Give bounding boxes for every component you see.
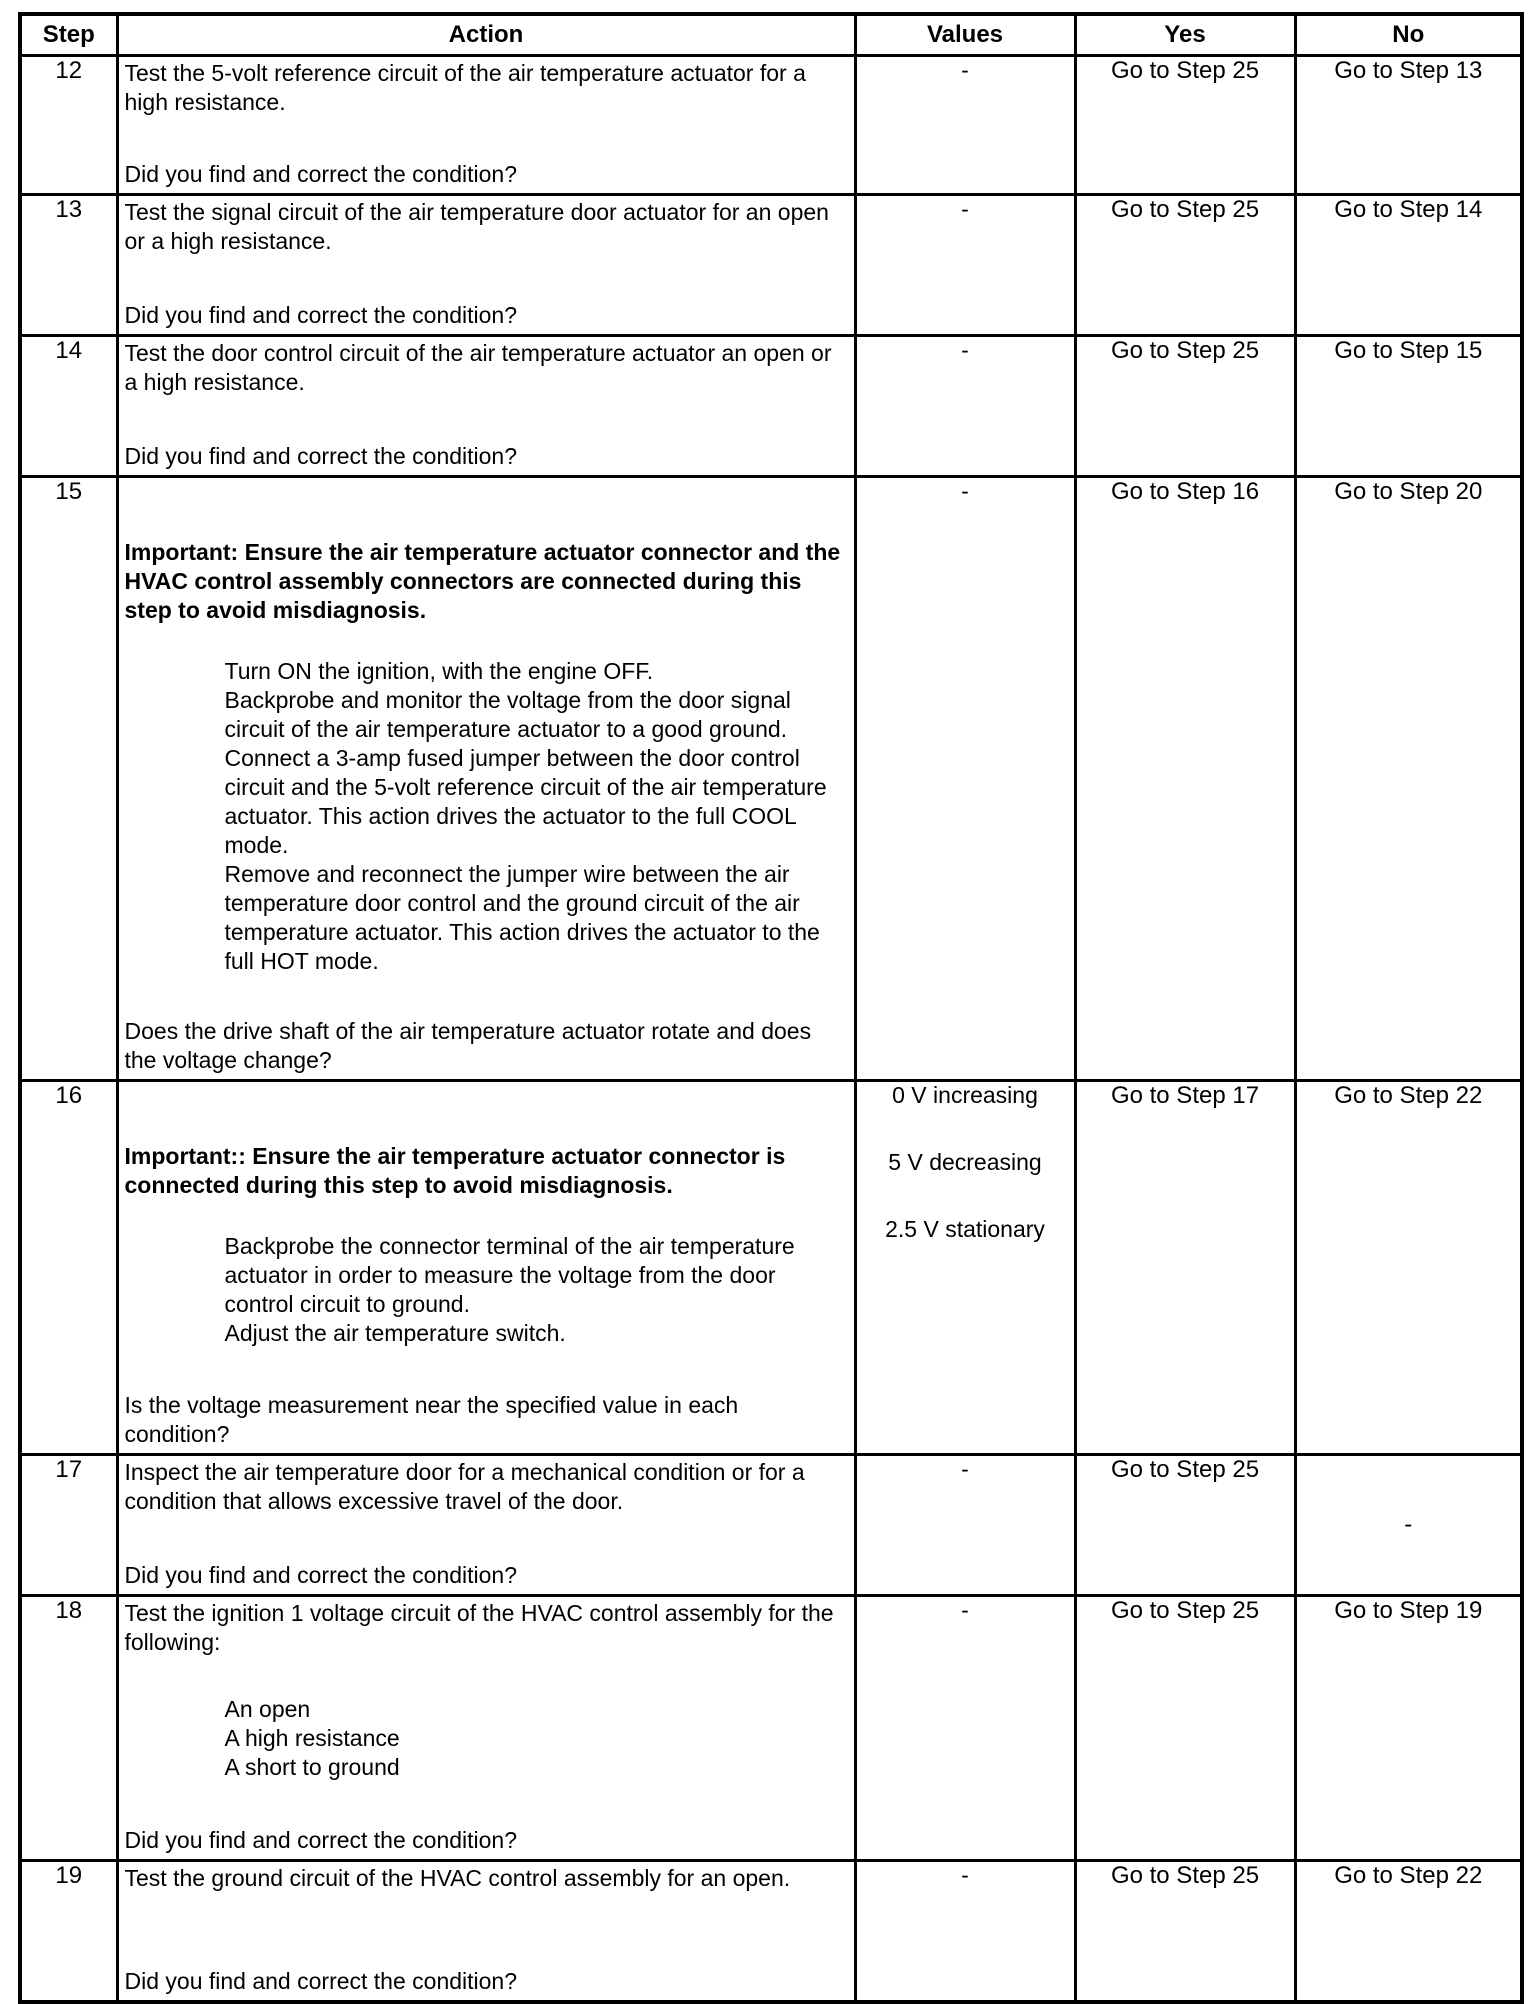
no-cell: Go to Step 13 — [1295, 56, 1522, 195]
action-text: Test the signal circuit of the air temperature door actuator for an open or a high resistance. — [124, 199, 829, 254]
table-row — [20, 1455, 1522, 1596]
action-cell — [117, 1861, 855, 2003]
instruction-item: Remove and reconnect the jumper wire between the air temperature door control and the ground circuit of the air temperature actuator. This action drives the actuator to the full HOT mode. — [224, 861, 820, 974]
yes-cell: Go to Step 25 — [1075, 336, 1295, 477]
action-cell — [117, 56, 855, 195]
no-cell: Go to Step 22 — [1295, 1081, 1522, 1455]
header-values: Values — [855, 14, 1075, 56]
instruction-item: A short to ground — [224, 1754, 400, 1780]
instruction-list — [125, 657, 846, 976]
action-text: Test the ground circuit of the HVAC control assembly for an open. — [124, 1865, 791, 1891]
action-question: Did you find and correct the condition? — [124, 443, 518, 469]
no-cell: - — [1295, 1455, 1522, 1596]
action-cell — [117, 1455, 855, 1596]
values-cell: - — [855, 336, 1075, 477]
diagnostic-table — [18, 12, 1524, 2004]
action-question: Did you find and correct the condition? — [124, 302, 518, 328]
instruction-item: An open — [224, 1696, 311, 1722]
values-cell: - — [855, 195, 1075, 336]
action-cell — [117, 1596, 855, 1861]
table-row — [20, 56, 1522, 195]
table-row — [20, 1861, 1522, 2003]
header-row — [20, 14, 1522, 56]
step-number: 17 — [20, 1455, 117, 1596]
values-cell: - — [855, 1596, 1075, 1861]
yes-cell: Go to Step 25 — [1075, 1861, 1295, 2003]
action-question: Did you find and correct the condition? — [124, 1827, 518, 1853]
no-cell: Go to Step 20 — [1295, 477, 1522, 1081]
header-yes: Yes — [1075, 14, 1295, 56]
action-question: Did you find and correct the condition? — [124, 1562, 518, 1588]
important-note: Important: Ensure the air temperature actuator connector and the HVAC control assembly connectors are connected during this step to avoid misdiagnosis. — [124, 539, 841, 623]
yes-cell: Go to Step 25 — [1075, 56, 1295, 195]
no-cell: Go to Step 14 — [1295, 195, 1522, 336]
action-question: Did you find and correct the condition? — [124, 1968, 518, 1994]
no-cell: Go to Step 22 — [1295, 1861, 1522, 2003]
table-row — [20, 477, 1522, 1081]
action-cell — [117, 477, 855, 1081]
values-cell: - — [855, 56, 1075, 195]
important-note: Important:: Ensure the air temperature actuator connector is connected during this step to avoid misdiagnosis. — [124, 1143, 786, 1198]
action-text: Test the ignition 1 voltage circuit of the HVAC control assembly for the following: — [124, 1600, 834, 1655]
values-cell: - — [855, 477, 1075, 1081]
values-list — [857, 1082, 1074, 1243]
yes-cell: Go to Step 17 — [1075, 1081, 1295, 1455]
instruction-item: A high resistance — [224, 1725, 400, 1751]
yes-cell: Go to Step 25 — [1075, 1455, 1295, 1596]
instruction-list — [125, 1232, 846, 1348]
action-text: Test the 5-volt reference circuit of the air temperature actuator for a high resistance. — [124, 60, 806, 115]
values-cell: - — [855, 1455, 1075, 1596]
instruction-item: Backprobe the connector terminal of the air temperature actuator in order to measure the voltage from the door control circuit to ground. — [224, 1233, 795, 1317]
header-no: No — [1295, 14, 1522, 56]
step-number: 13 — [20, 195, 117, 336]
step-number: 18 — [20, 1596, 117, 1861]
table-row — [20, 336, 1522, 477]
instruction-list — [125, 1695, 846, 1782]
step-number: 19 — [20, 1861, 117, 2003]
header-step: Step — [20, 14, 117, 56]
value-item: 5 V decreasing — [888, 1149, 1042, 1175]
step-number: 14 — [20, 336, 117, 477]
action-text: Inspect the air temperature door for a mechanical condition or for a condition that allows excessive travel of the door. — [124, 1459, 805, 1514]
table-row — [20, 195, 1522, 336]
step-number: 15 — [20, 477, 117, 1081]
action-text: Test the door control circuit of the air temperature actuator an open or a high resistance. — [124, 340, 832, 395]
instruction-item: Connect a 3-amp fused jumper between the door control circuit and the 5-volt reference circuit of the air temperature actuator. This action drives the actuator to the full COOL mode. — [224, 745, 827, 858]
value-item: 2.5 V stationary — [885, 1216, 1045, 1242]
action-cell — [117, 336, 855, 477]
no-cell: Go to Step 19 — [1295, 1596, 1522, 1861]
instruction-item: Turn ON the ignition, with the engine OFF. — [224, 658, 654, 684]
table-row — [20, 1081, 1522, 1455]
value-item: 0 V increasing — [892, 1082, 1038, 1108]
action-question: Is the voltage measurement near the specified value in each condition? — [124, 1392, 739, 1447]
values-cell — [855, 1081, 1075, 1455]
step-number: 12 — [20, 56, 117, 195]
instruction-item: Backprobe and monitor the voltage from the door signal circuit of the air temperature actuator to a good ground. — [224, 687, 791, 742]
yes-cell: Go to Step 25 — [1075, 1596, 1295, 1861]
action-question: Does the drive shaft of the air temperature actuator rotate and does the voltage change? — [124, 1018, 812, 1073]
header-action: Action — [117, 14, 855, 56]
action-question: Did you find and correct the condition? — [124, 161, 518, 187]
values-cell: - — [855, 1861, 1075, 2003]
yes-cell: Go to Step 16 — [1075, 477, 1295, 1081]
action-cell — [117, 195, 855, 336]
table-row — [20, 1596, 1522, 1861]
yes-cell: Go to Step 25 — [1075, 195, 1295, 336]
step-number: 16 — [20, 1081, 117, 1455]
instruction-item: Adjust the air temperature switch. — [224, 1320, 566, 1346]
no-cell: Go to Step 15 — [1295, 336, 1522, 477]
action-cell — [117, 1081, 855, 1455]
